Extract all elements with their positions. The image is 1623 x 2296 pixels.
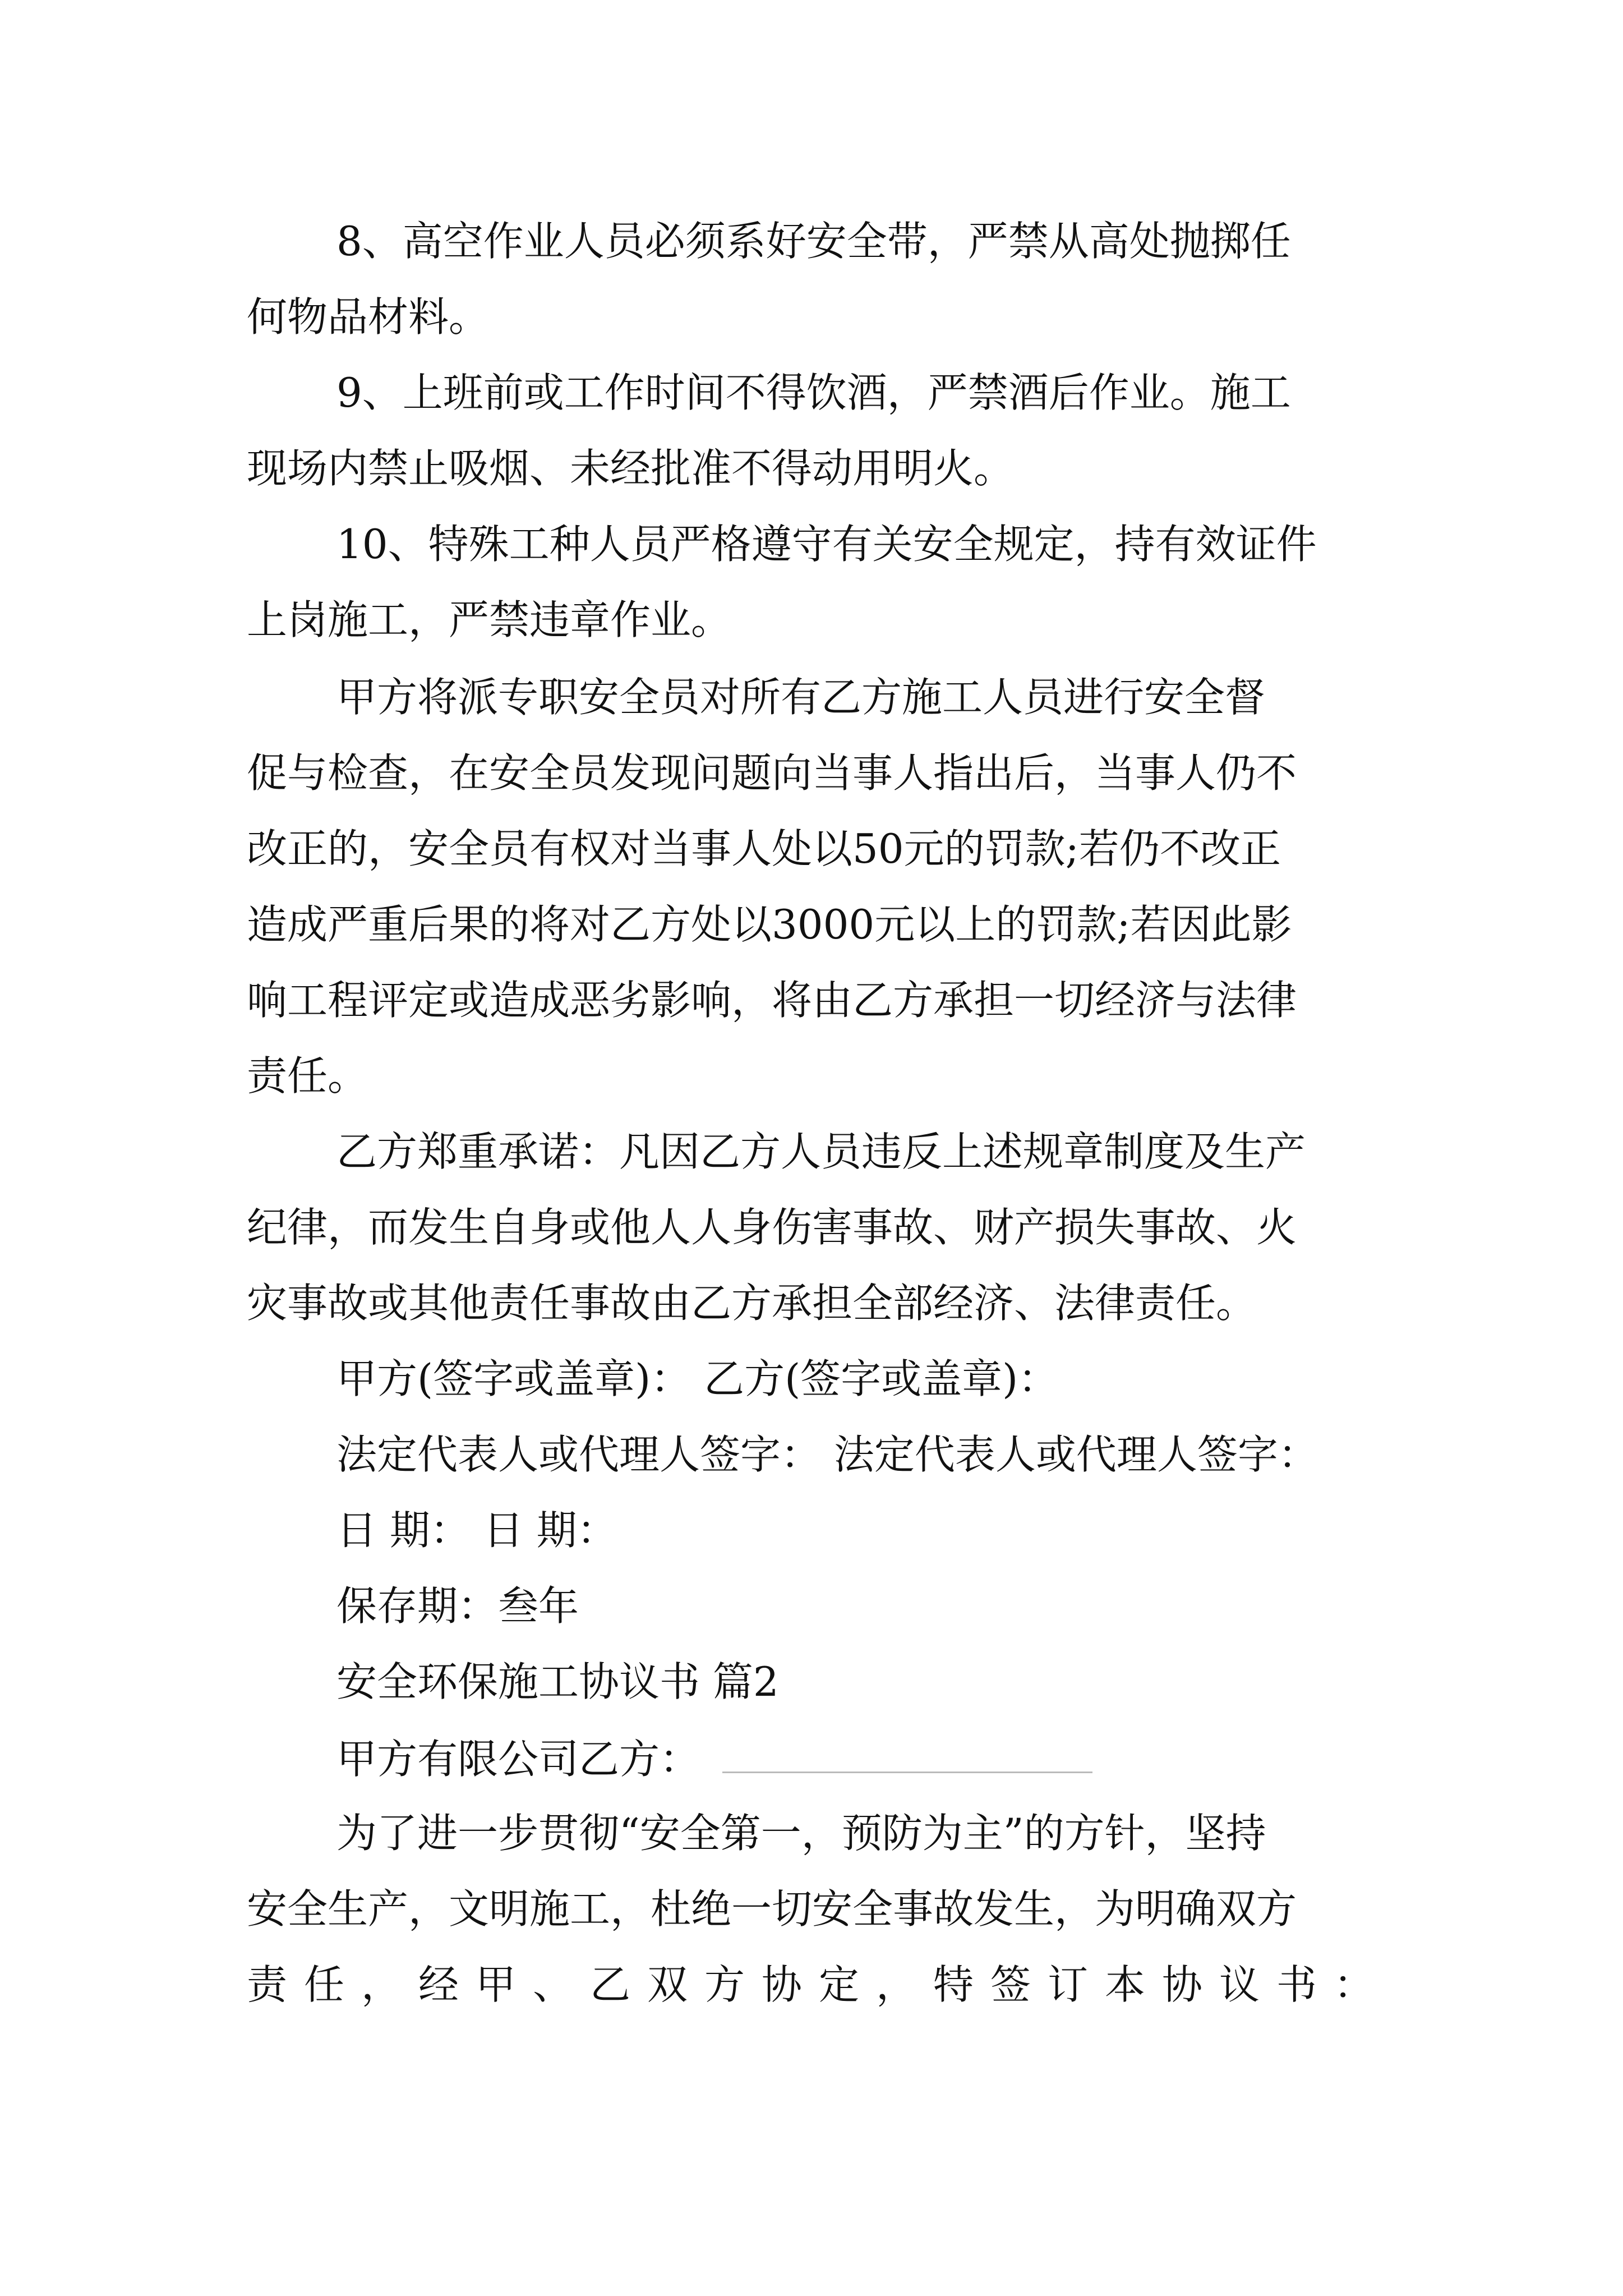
text-line: 促与检查，在安全员发现问题向当事人指出后，当事人仍不 (247, 749, 1297, 797)
signature-line-party-a-b: 甲方(签字或盖章)： 乙方(签字或盖章)： (336, 1355, 1059, 1402)
party-line (336, 1732, 1092, 1784)
text-line: 安全生产，文明施工，杜绝一切安全事故发生，为明确双方 (247, 1885, 1297, 1932)
text-line: 改正的，安全员有权对当事人处以50元的罚款;若仍不改正 (247, 825, 1281, 872)
signature-line-representatives: 法定代表人或代理人签字： 法定代表人或代理人签字： (336, 1431, 1318, 1478)
text-line: 8、高空作业人员必须系好安全带，严禁从高处抛掷任 (336, 218, 1291, 265)
text-line: 纪律，而发生自身或他人人身伤害事故、财产损失事故、火 (247, 1204, 1297, 1251)
text-line: 乙方郑重承诺：凡因乙方人员违反上述规章制度及生产 (336, 1128, 1306, 1175)
text-line: 上岗施工，严禁违章作业。 (247, 596, 732, 643)
text-line: 造成严重后果的将对乙方处以3000元以上的罚款;若因此影 (247, 901, 1292, 948)
text-line: 责任，经甲、乙双方协定，特签订本协议书： (247, 1961, 1374, 2008)
retention-period: 保存期：叁年 (336, 1582, 579, 1630)
party-label: 甲方有限公司乙方： (336, 1736, 700, 1783)
text-line: 9、上班前或工作时间不得饮酒，严禁酒后作业。施工 (336, 369, 1291, 416)
text-line: 何物品材料。 (247, 293, 490, 341)
blank-underline (722, 1732, 1092, 1773)
text-line: 现场内禁止吸烟、未经批准不得动用明火。 (247, 445, 1015, 492)
section-title: 安全环保施工协议书 篇2 (336, 1658, 779, 1705)
text-line: 灾事故或其他责任事故由乙方承担全部经济、法律责任。 (247, 1280, 1257, 1327)
text-line: 10、特殊工种人员严格遵守有关安全规定，持有效证件 (336, 521, 1317, 568)
date-line: 日 期： 日 期： (336, 1507, 617, 1554)
text-line: 为了进一步贯彻“安全第一，预防为主”的方针，坚持 (336, 1810, 1266, 1857)
text-line: 甲方将派专职安全员对所有乙方施工人员进行安全督 (336, 674, 1266, 721)
text-line: 责任。 (247, 1052, 368, 1099)
text-line: 响工程评定或造成恶劣影响，将由乙方承担一切经济与法律 (247, 977, 1297, 1024)
